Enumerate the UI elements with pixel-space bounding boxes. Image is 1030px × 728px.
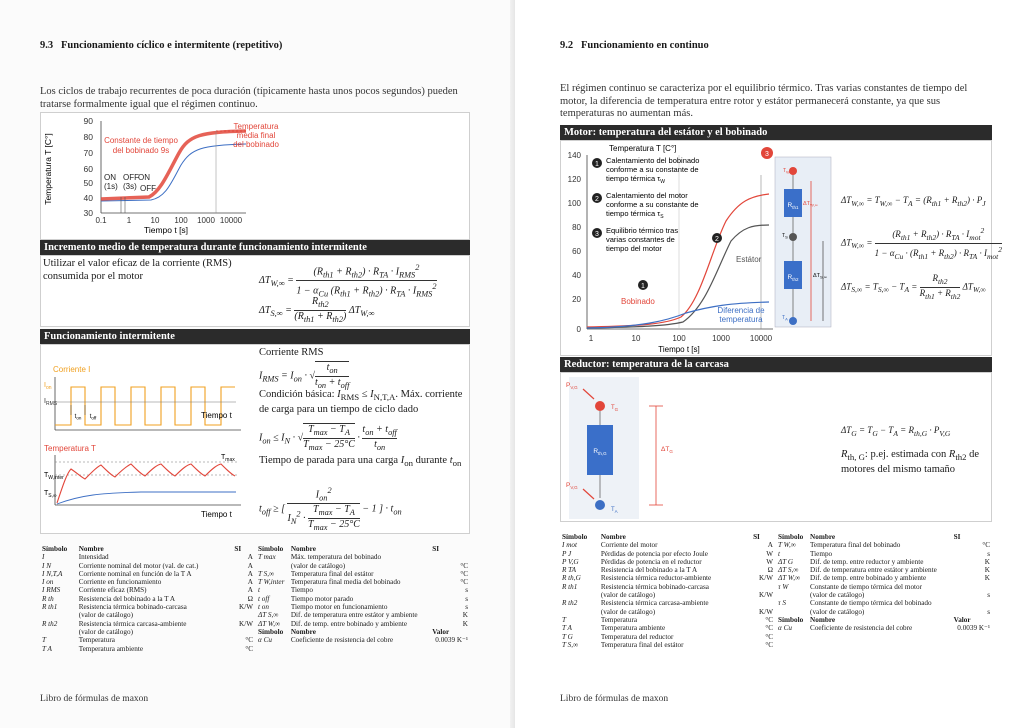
- unit-cell: K: [984, 566, 990, 575]
- unit-cell: K: [462, 619, 468, 628]
- symbol-cell: T S,∞: [562, 640, 579, 649]
- annotation: Temperatura media final del bobinado: [233, 122, 279, 149]
- name-cell: Corriente nominal en función de la T A: [78, 569, 192, 578]
- symbol-cell: R th: [42, 594, 54, 603]
- svg-text:3: 3: [595, 231, 599, 238]
- svg-text:TA: $T_A$: [782, 315, 788, 322]
- svg-text:ΔTS,∞: $\Delta T_{S,\infty}$: [813, 273, 827, 280]
- symbol-cell: I N,T,A: [42, 569, 63, 578]
- unit-cell: °C: [245, 636, 253, 645]
- x-tick: 1000: [197, 216, 215, 225]
- name-cell: (valor de catálogo): [290, 561, 346, 570]
- time-label-2: Tiempo t: [201, 510, 232, 519]
- name-cell: Resistencia térmica bobinado-carcasa: [600, 582, 709, 591]
- svg-text:TA: $T_A$: [611, 507, 618, 514]
- unit-cell: s: [465, 586, 468, 595]
- symbol-cell: T W,∞: [778, 541, 796, 550]
- unit-cell: K/W: [239, 619, 253, 628]
- footer: Libro de fórmulas de maxon: [560, 694, 669, 704]
- unit-cell: A: [247, 586, 253, 595]
- x-tick: 1000: [712, 334, 730, 343]
- svg-text:ΔTG: $\Delta T_G$: [661, 446, 673, 454]
- symbol-cell: T: [562, 615, 566, 624]
- annotation: Constante de tiempo del bobinado 9s: [104, 136, 178, 155]
- symbol-cell: [776, 591, 808, 599]
- symbol-cell: ΔT W,∞: [258, 619, 281, 628]
- legend-row: [40, 553, 255, 561]
- name-cell: Temperatura final del estátor: [600, 640, 684, 649]
- symbol-cell: R TA: [562, 566, 577, 575]
- unit-cell: °C: [982, 541, 990, 550]
- y-tick: 40: [572, 271, 581, 280]
- unit-cell: A: [247, 561, 253, 570]
- gearbox-panel: [560, 372, 992, 522]
- symbol-cell: T W,inter: [258, 578, 285, 587]
- formula-dtw-fraction: $\Delta T_{W,\infty}$ = $\frac{(R_{th1} + R_{th2}) \cdot R_{TA} \cdot I_{mot}^2}{1 - \alpha_{Cu} \cdot (R_{th1} + R_{th2}) \cdot R_{TA} \cdot I_{mot}^2}$: [841, 226, 1002, 261]
- symbol-cell: [256, 562, 289, 570]
- name-cell: Resistencia térmica carcasa-ambiente: [600, 599, 709, 608]
- section-bar: Incremento medio de temperatura durante funcionamiento intermitente: [40, 240, 470, 255]
- svg-text:1: 1: [595, 161, 599, 168]
- intermittent-panel: [40, 344, 470, 534]
- unit-cell: W: [766, 549, 773, 558]
- y-tick: 0: [576, 325, 581, 334]
- unit-cell: K/W: [239, 603, 253, 612]
- name-cell: Tiempo motor parado: [290, 594, 354, 603]
- legend-row: [40, 603, 255, 611]
- rthg-note: $R_{th, G}$: p.ej. estimada con $R_{th2}$ de motores del mismo tamaño: [841, 449, 980, 475]
- unit-cell: K: [984, 574, 990, 583]
- unit-cell: 0.0039 K⁻¹: [957, 624, 990, 633]
- unit-cell: A: [247, 569, 253, 578]
- legend-row: [776, 608, 992, 616]
- symbol-cell: [776, 608, 808, 616]
- legend-row: [40, 578, 255, 586]
- unit-cell: °C: [460, 561, 468, 570]
- name-cell: Temperatura: [78, 636, 115, 645]
- symbol-cell: ΔT S,∞: [258, 611, 279, 620]
- formula-dtg: $\Delta T_G = T_G - T_A = R_{th,G} \cdot P_{V,G}$: [841, 425, 951, 438]
- name-cell: Resistencia del bobinado a la T A: [600, 566, 698, 575]
- difference-label: Diferencia de temperatura: [717, 306, 765, 324]
- name-cell: Resistencia térmica reductor-ambiente: [600, 574, 712, 583]
- x-axis-label: Tiempo t [s]: [143, 225, 189, 235]
- legend-row: [560, 591, 775, 599]
- svg-text:Calentamiento del bobinadoconf: Calentamiento del bobinado conforme a su constante de tiempo térmica $\tau_W$: [606, 156, 700, 185]
- symbol-cell: ΔT S,∞: [778, 566, 799, 575]
- name-cell: Tiempo motor en funcionamiento: [290, 603, 388, 612]
- symbol-cell: ΔT W,∞: [778, 574, 801, 583]
- symbol-cell: [560, 608, 599, 616]
- unit-cell: K/W: [759, 591, 773, 600]
- symbol-cell: I mot: [562, 541, 577, 550]
- name-cell: Corriente nominal del motor (val. de cat.): [78, 561, 199, 570]
- svg-text:TS: $T_S$: [782, 233, 788, 240]
- symbol-cell: t off: [258, 594, 270, 603]
- name-cell: (valor de catálogo): [600, 607, 656, 616]
- legend-row: [256, 578, 470, 586]
- temp-label: Temperatura T: [44, 444, 96, 453]
- unit-cell: [751, 599, 775, 607]
- x-tick: 1: [588, 334, 594, 343]
- symbol-cell: [40, 611, 77, 619]
- y-tick: 80: [83, 132, 93, 142]
- symbol-cell: α Cu: [778, 624, 792, 633]
- symbol-cell: I RMS: [42, 586, 61, 595]
- y-tick: 50: [83, 178, 93, 188]
- svg-text:Rth,G: $R_{th,G}$: [593, 448, 607, 456]
- legend-row: [560, 550, 775, 558]
- legend-row: [776, 599, 992, 607]
- unit-cell: A: [767, 541, 773, 550]
- legend-row: [776, 624, 992, 632]
- name-cell: (valor de catálogo): [78, 611, 133, 620]
- temperature-curve: [57, 464, 235, 503]
- legend-row: [560, 633, 775, 641]
- symbol-cell: t on: [258, 603, 269, 612]
- unit-cell: K: [984, 557, 990, 566]
- legend-row: [40, 611, 255, 619]
- svg-text:PV,G: $P_{V,G}$: [566, 482, 578, 490]
- unit-cell: s: [987, 549, 990, 558]
- x-tick: 10: [150, 216, 160, 225]
- svg-text:ΔTW,∞: $\Delta T_{W,\infty}$: [803, 201, 818, 208]
- unit-cell: s: [465, 603, 468, 612]
- formula-dts-right: $\Delta T_{S,\infty} = T_{S,\infty} - T_A$ = $\frac{R_{th2}}{R_{th1} + R_{th2}}$ $\Delta T_{W,\infty}$: [841, 273, 986, 301]
- legend-row: [40, 636, 255, 644]
- symbol-cell: T S,∞: [258, 569, 275, 578]
- y-tick: 30: [83, 208, 93, 218]
- name-cell: Resistencia térmica bobinado-carcasa: [78, 603, 187, 612]
- name-cell: Coeficiente de resistencia del cobre: [810, 624, 913, 633]
- unit-cell: °C: [765, 624, 773, 633]
- rms-usage-text: Utilizar el valor eficaz de la corriente (RMS) consumida por el motor: [43, 258, 232, 282]
- x-tick: 10000: [219, 216, 243, 225]
- name-cell: Resistencia del bobinado a la T A: [78, 594, 176, 603]
- legend-row: [256, 603, 470, 611]
- legend-table-right: Símbolo Nombre SI T max Máx. temperatura del bobinado (valor de catálogo) °C T S,∞ Temperatura final del estátor °C T W,inter Temperatura final media del bobinado °C t Tiempo s t off Tiempo motor parado s t on Tiempo motor en funcionamiento s ΔT S,∞ Dif. de temperatura entre estátor y ambiente K ΔT W,∞ Dif. de temp. entre bobinado y ambiente K Símbolo Nombre Valor α Cu Coeficiente de resistencia del cobre 0.0039 K⁻¹: [258, 545, 468, 645]
- formula-toff: $t_{off}$ ≥ [ $I_{on}^2$ $I_N^2$ · $\frac{T_{max} - T_A}{T_{max} - 25^\circ C}$ − 1 ] · $t_{on}$: [259, 486, 402, 533]
- legend-row: [256, 595, 470, 603]
- x-tick: 10: [631, 334, 641, 343]
- unit-cell: °C: [245, 644, 253, 653]
- intro-text: El régimen continuo se caracteriza por el equilibrio térmico. Tras varias constantes de tiempo del motor, la diferencia de temperatura entre rotor y estátor permanecerá constante, ya que sus temperaturas no aumentan más.: [560, 83, 968, 119]
- symbol-cell: I: [42, 553, 45, 562]
- symbol-cell: τ W: [778, 582, 789, 591]
- name-cell: Dif. de temp. entre bobinado y ambiente: [810, 574, 927, 583]
- legend-row: [560, 641, 775, 649]
- name-cell: Dif. de temperatura entre estátor y ambiente: [810, 566, 937, 575]
- legend-row: [560, 558, 775, 566]
- svg-text:TG: $T_G$: [611, 405, 619, 412]
- unit-cell: W: [766, 557, 773, 566]
- name-cell: (valor de catálogo): [600, 591, 656, 600]
- y-axis-label: Temperatura T [C°]: [609, 144, 677, 153]
- unit-cell: [952, 583, 992, 591]
- section-bar: Funcionamiento intermitente: [40, 329, 470, 344]
- twinter-label: $T_{W,inter}$: [44, 472, 64, 481]
- legend-row: [256, 611, 470, 619]
- intermittent-chart: [41, 345, 256, 535]
- unit-cell: Ω: [247, 594, 253, 603]
- symbol-cell: R th,G: [562, 574, 581, 583]
- name-cell: (valor de catálogo): [810, 607, 865, 616]
- rms-heading: Corriente RMS: [259, 347, 324, 358]
- y-tick: 20: [572, 295, 581, 304]
- symbol-cell: T G: [562, 632, 573, 641]
- legend-row: [560, 624, 775, 632]
- name-cell: Dif. de temperatura entre estátor y ambiente: [290, 611, 418, 620]
- svg-text:2: 2: [715, 236, 719, 243]
- symbol-cell: t: [258, 586, 260, 595]
- stator-curve: [57, 492, 236, 504]
- symbol-cell: ΔT G: [778, 557, 794, 566]
- legend-row: [560, 599, 775, 607]
- y-tick: 70: [83, 148, 93, 158]
- name-cell: Temperatura: [600, 615, 638, 624]
- unit-cell: K/W: [759, 607, 773, 616]
- y-tick: 60: [572, 247, 581, 256]
- x-axis-label: Tiempo t [s]: [658, 345, 700, 354]
- legend-table-left: Símbolo Nombre SI I mot Corriente del motor A P J Pérdidas de potencia por efecto Joule W P V,G Pérdidas de potencia en el reductor W R TA Resistencia del bobinado a la T A Ω R th,G Resistencia térmica reductor-ambiente K/W R th1 Resistencia térmica bobinado-carcasa (valor de catálogo) K/W R th2 Resistencia térmica carcasa-ambiente (valor de catálogo) K/W T Temperatura °C T A Temperatura ambiente °C T G Temperatura del reductor °C T S,∞ Temperatura final del estátor °C: [562, 533, 773, 649]
- symbol-cell: I on: [42, 578, 54, 587]
- unit-cell: °C: [765, 640, 773, 649]
- symbol-cell: T: [42, 636, 46, 645]
- symbol-cell: [560, 591, 599, 599]
- legend-row: [256, 562, 470, 570]
- legend-row: [560, 541, 775, 549]
- on-off-labels: ON OFFON (1s) (3s) OFF: [104, 173, 156, 193]
- symbol-cell: T max: [258, 553, 276, 562]
- cyclic-chart-panel: [40, 112, 470, 240]
- toff-label: $t_{off}$: [89, 414, 97, 421]
- formula-dtw-right: $\Delta T_{W,\infty} = T_{W,\infty} - T_A = (R_{th1} + R_{th2}) \cdot P_J$: [841, 195, 986, 208]
- unit-cell: 0.0039 K⁻¹: [435, 636, 468, 645]
- legend-row: [776, 541, 992, 549]
- gearbox-diagram: [561, 373, 761, 523]
- unit-cell: °C: [460, 569, 468, 578]
- unit-cell: [952, 599, 992, 607]
- formula-ion: $I_{on} \le I_N$ · √ $\frac{T_{max} - T_A}{T_{max} - 25^\circ C}$ · $\frac{t_{on} + t_{off}}{t_{on}}$: [259, 423, 397, 452]
- unit-cell: [751, 583, 775, 591]
- x-tick: 10000: [749, 334, 773, 343]
- footer: Libro de fórmulas de maxon: [40, 694, 149, 704]
- name-cell: Temperatura del reductor: [600, 632, 674, 641]
- unit-cell: K/W: [759, 574, 773, 583]
- legend-row: [560, 574, 775, 582]
- unit-cell: [232, 611, 255, 619]
- y-tick: 40: [83, 193, 93, 203]
- y-tick: 60: [83, 164, 93, 174]
- cyclic-temperature-chart: [41, 113, 471, 241]
- legend-row: [40, 586, 255, 594]
- name-cell: Resistencia térmica carcasa-ambiente: [78, 619, 187, 628]
- x-tick: 100: [174, 216, 188, 225]
- name-cell: Constante de tiempo térmica del bobinado: [810, 599, 932, 608]
- svg-text:Rth2: $R_{th2}$: [787, 274, 799, 282]
- legend-row: [256, 586, 470, 594]
- legend-table-left: Símbolo Nombre SI I Intensidad A I N Corriente nominal del motor (val. de cat.) A I N,T,A Corriente nominal en función de la T A A I on Corriente en funcionamiento A I RMS Corriente eficaz (RMS) A R th Resistencia del bobinado a la T A Ω R th1 Resistencia térmica bobinado-carcasa K/W (valor de catálogo) R th2 Resistencia térmica carcasa-ambiente K/W (valor de catálogo) T Temperatura °C T A Temperatura ambiente °C: [42, 545, 253, 653]
- name-cell: Pérdidas de potencia por efecto Joule: [600, 549, 708, 558]
- svg-text:1: 1: [641, 283, 645, 290]
- legend-row: [40, 562, 255, 570]
- unit-cell: [430, 553, 470, 561]
- current-label: Corriente I: [53, 365, 91, 374]
- tmax-label: $T_{max}$: [221, 454, 235, 463]
- legend-row: [776, 583, 992, 591]
- ion-label: $I_{on}$: [44, 382, 52, 391]
- name-cell: (valor de catálogo): [810, 591, 865, 600]
- x-tick: 100: [672, 334, 686, 343]
- name-cell: Temperatura ambiente: [78, 644, 144, 653]
- basic-condition-text: Condición básica: $I_{RMS} \le I_{N,T,A}$. Máx. corriente de carga para un tiempo de ciclo dado: [259, 389, 463, 415]
- name-cell: Tiempo: [290, 586, 313, 595]
- unit-cell: A: [247, 553, 253, 562]
- legend-row: [40, 645, 255, 653]
- legend-row: [776, 550, 992, 558]
- name-cell: Dif. de temp. entre bobinado y ambiente: [290, 619, 408, 628]
- section-bar: Reductor: temperatura de la carcasa: [560, 357, 992, 372]
- irms-label: $I_{RMS}$: [44, 398, 58, 407]
- y-tick: 100: [567, 199, 581, 208]
- unit-cell: s: [987, 607, 990, 616]
- name-cell: Tiempo: [810, 549, 833, 558]
- name-cell: Corriente en funcionamiento: [78, 578, 162, 587]
- intro-text: Los ciclos de trabajo recurrentes de poca duración (típicamente hasta unos pocos segundos) pueden tratarse formalmente igual que el régimen continuo.: [40, 86, 458, 110]
- right-page: [515, 0, 1030, 728]
- symbol-cell: R th1: [42, 603, 58, 612]
- name-cell: Temperatura ambiente: [600, 624, 666, 633]
- symbol-cell: P J: [562, 549, 572, 558]
- time-label: Tiempo t: [201, 411, 232, 420]
- name-cell: Coeficiente de resistencia del cobre: [290, 636, 394, 645]
- legend-table-right: Símbolo Nombre SI T W,∞ Temperatura final del bobinado °C t Tiempo s ΔT G Dif. de temp. entre reductor y ambiente K ΔT S,∞ Dif. de temperatura entre estátor y ambiente K ΔT W,∞ Dif. de temp. entre bobinado y ambiente K τ W Constante de tiempo térmica del motor (valor de catálogo) s τ S Constante de tiempo térmica del bobinado (valor de catálogo) s Símbolo Nombre Valor α Cu Coeficiente de resistencia del cobre 0.0039 K⁻¹: [778, 533, 990, 633]
- name-cell: Corriente eficaz (RMS): [78, 586, 147, 595]
- svg-text:PV,G: $P_{V,G}$: [566, 382, 578, 390]
- motor-chart-panel: [560, 140, 1002, 356]
- y-tick: 90: [83, 116, 93, 126]
- legend-row: [560, 608, 775, 616]
- svg-text:Calentamiento del motorconform: Calentamiento del motor conforme a su constante de tiempo térmica $\tau_S$: [606, 191, 699, 220]
- section-bar: Motor: temperatura del estátor y el bobinado: [560, 125, 992, 140]
- y-tick: 140: [567, 151, 581, 160]
- x-tick: 0.1: [95, 216, 107, 225]
- svg-text:Equilibrio térmico trasvarias: Equilibrio térmico tras varias constantes de tiempo del motor: [606, 226, 679, 253]
- symbol-cell: α Cu: [258, 636, 272, 645]
- legend-row: [776, 574, 992, 582]
- x-tick: 1: [126, 216, 132, 225]
- legend-row: [776, 591, 992, 599]
- name-cell: Dif. de temp. entre reductor y ambiente: [810, 557, 924, 566]
- legend-row: [256, 620, 470, 628]
- legend-row: [560, 566, 775, 574]
- name-cell: Temperatura final del bobinado: [810, 541, 901, 550]
- legend-row: [40, 570, 255, 578]
- name-cell: Constante de tiempo térmica del motor: [810, 582, 923, 591]
- symbol-cell: P V,G: [562, 557, 579, 566]
- legend-row: [40, 620, 255, 628]
- legend-row: [560, 616, 775, 624]
- symbol-cell: R th1: [562, 582, 578, 591]
- legend-row: [256, 570, 470, 578]
- section-heading: 9.2 Funcionamiento en continuo: [560, 40, 709, 51]
- y-axis-label: Temperatura T [C°]: [43, 133, 53, 205]
- svg-text:2: 2: [595, 196, 599, 203]
- symbol-cell: τ S: [778, 599, 786, 608]
- svg-text:3: 3: [765, 151, 769, 158]
- y-tick: 120: [567, 175, 581, 184]
- symbol-cell: [40, 628, 77, 636]
- formula-dtw: $\Delta T_{W,\infty}$ = $\frac{(R_{th1} + R_{th2}) \cdot R_{TA} \cdot I_{RMS}^2}{1 - \alpha_{Cu} (R_{th1} + R_{th2}) \cdot R_{TA} \cdot I_{RMS}^2}$: [259, 263, 437, 299]
- symbol-cell: T A: [42, 644, 52, 653]
- name-cell: Máx. temperatura del bobinado: [290, 553, 382, 562]
- name-cell: Temperatura final del estátor: [290, 569, 374, 578]
- section-heading: 9.3 Funcionamiento cíclico e intermitente (repetitivo): [40, 40, 283, 51]
- unit-cell: °C: [460, 578, 468, 587]
- unit-cell: A: [247, 578, 253, 587]
- formula-panel: [40, 255, 470, 327]
- svg-text:TW: $T_W$: [783, 168, 790, 175]
- symbol-cell: R th2: [562, 599, 578, 608]
- name-cell: Corriente del motor: [600, 541, 658, 550]
- legend-row: [40, 595, 255, 603]
- symbol-cell: t: [778, 549, 780, 558]
- unit-cell: °C: [765, 615, 773, 624]
- name-cell: Intensidad: [78, 553, 109, 562]
- ton-label: $t_{on}$: [74, 414, 82, 421]
- winding-label: Bobinado: [621, 297, 655, 306]
- unit-cell: °C: [765, 632, 773, 641]
- unit-cell: s: [987, 591, 990, 600]
- name-cell: Temperatura final media del bobinado: [290, 578, 401, 587]
- numbered-notes: [592, 147, 773, 290]
- stop-time-text: Tiempo de parada para una carga $I_{on}$ durante $t_{on}$: [259, 455, 462, 469]
- unit-cell: s: [465, 594, 468, 603]
- rthg-box: [587, 425, 613, 475]
- y-tick: 80: [572, 223, 581, 232]
- stator-label: Estátor: [736, 255, 762, 264]
- legend-row: [256, 553, 470, 561]
- unit-cell: K: [462, 611, 468, 620]
- name-cell: (valor de catálogo): [78, 627, 133, 636]
- legend-row: [560, 583, 775, 591]
- symbol-cell: R th2: [42, 619, 58, 628]
- formula-irms: $I_{RMS} = I_{on}$ · √ $\frac{t_{on}}{t_{on} + t_{off}}$: [259, 362, 350, 390]
- thermal-network-bg: [775, 157, 831, 327]
- formula-dts: $\Delta T_{S,\infty}$ = $\frac{R_{th2}}{(R_{th1} + R_{th2})}$ $\Delta T_{W,\infty}$: [259, 296, 375, 324]
- legend-row: [776, 558, 992, 566]
- svg-text:Rth1: $R_{th1}$: [787, 202, 799, 210]
- symbol-cell: T A: [562, 624, 572, 633]
- symbol-cell: I N: [42, 561, 51, 570]
- legend-row: [40, 628, 255, 636]
- ts-label: $T_{S,\infty}$: [44, 490, 57, 499]
- unit-cell: Ω: [767, 566, 773, 575]
- name-cell: Pérdidas de potencia en el reductor: [600, 557, 702, 566]
- legend-row: [256, 636, 470, 644]
- unit-cell: [232, 628, 255, 636]
- legend-row: [776, 566, 992, 574]
